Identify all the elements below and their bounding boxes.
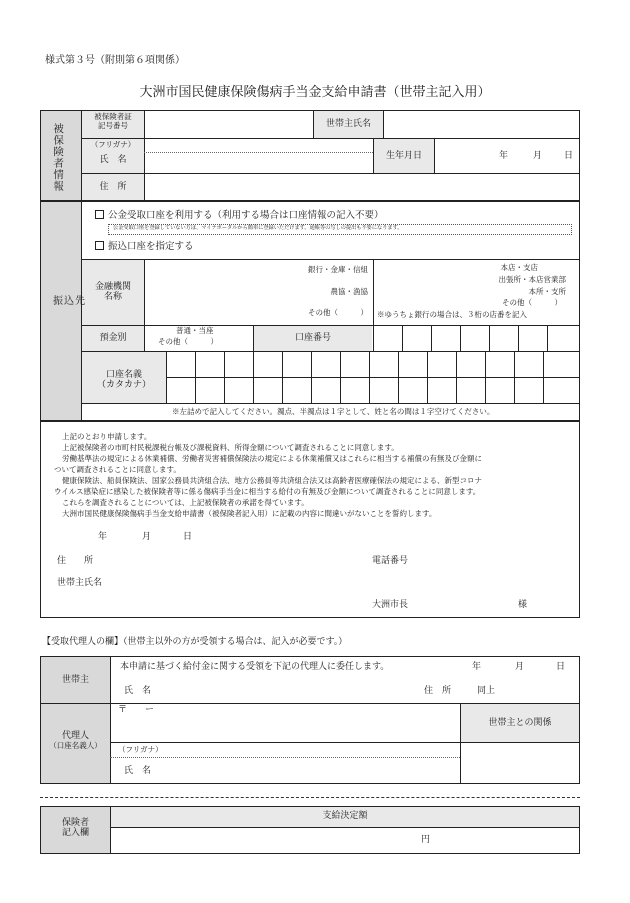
specify-account-option[interactable]: 振込口座を指定する (95, 241, 194, 253)
dob-label: 生年月日 (385, 151, 422, 161)
applicant-address-label: 住 所 (57, 556, 94, 566)
public-account-checkbox[interactable] (95, 210, 104, 219)
agent-furigana-label: （フリガナ） (118, 745, 163, 754)
insured-name-label: 氏 名 (99, 155, 127, 165)
bank-type-2: 農協・漁協 (330, 287, 368, 296)
insured-address-label: 住 所 (99, 182, 127, 192)
dob-month: 月 (533, 151, 543, 161)
holder-label: 口座名義 （カタカナ） (96, 370, 151, 391)
account-no-label: 口座番号 (294, 333, 331, 343)
delegation-month: 月 (515, 662, 525, 672)
agent-label: 代理人 （口座名義人） (49, 731, 102, 751)
insurer-label: 保険者 記入欄 (61, 818, 89, 839)
agent-head-name-field[interactable] (160, 683, 400, 699)
declaration-day: 日 (183, 532, 193, 542)
mayor-honorific: 様 (518, 600, 528, 610)
bank-type-other: その他（ ） (308, 308, 368, 317)
insured-section-label: 被保険者情報 (52, 123, 65, 192)
form-title: 大洲市国民健康保険傷病手当金支給申請書（世帯主記入用） (139, 85, 491, 100)
insured-name-field[interactable] (146, 154, 371, 172)
deposit-label: 預金別 (99, 333, 127, 343)
agent-name-label: 氏 名 (124, 766, 152, 776)
deposit-type-other: その他（ ） (158, 337, 218, 346)
agent-postal-mark: 〒 ー (118, 705, 155, 715)
public-account-option[interactable]: 公金受取口座を利用する（利用する場合は口座情報の記入不要） (95, 210, 384, 222)
dob-day: 日 (564, 151, 574, 161)
dob-year: 年 (499, 151, 509, 161)
delegation-year: 年 (472, 662, 482, 672)
account-number-field[interactable] (374, 326, 579, 350)
applicant-address-field[interactable] (115, 552, 355, 568)
relation-label: 世帯主との関係 (488, 718, 552, 728)
insured-address-field[interactable] (146, 175, 578, 199)
branch-type-other: その他（ ） (502, 298, 562, 307)
amount-label: 支給決定額 (322, 811, 368, 821)
applicant-phone-field[interactable] (420, 552, 570, 568)
head-name-label: 世帯主氏名 (325, 119, 371, 129)
branch-type-1: 本店・支店 (500, 263, 538, 272)
branch-type-2: 出張所・本店営業部 (498, 275, 566, 284)
applicant-name-field[interactable] (115, 574, 355, 590)
agent-head-label: 世帯主 (61, 675, 89, 685)
head-address-label-agent: 住 所 (424, 686, 452, 696)
declaration-month: 月 (142, 532, 152, 542)
holder-note: ※左詰めで記入してください。濁点、半濁点は１字として、姓と名の間は１字空けてください。 (172, 407, 495, 416)
amount-field[interactable] (112, 829, 412, 851)
declaration-line-3: 労働基準法の規定による休業補償、労働者災害補償保険法の規定による休業補償又はこれらに相当する補償の有無及び金額に (62, 454, 482, 463)
furigana-field[interactable] (146, 140, 371, 151)
head-name-label-agent: 氏 名 (124, 686, 152, 696)
specify-account-checkbox[interactable] (95, 241, 104, 250)
declaration-line-5: 健康保険法、船員保険法、国家公務員共済組合法、地方公務員等共済組合法又は高齢者医療確保法の規定による、新型コロナ (62, 476, 482, 485)
declaration-line-8: 大洲市国民健康保険傷病手当金支給申請書（被保険者記入用）に記載の内容に間違いがないことを誓約します。 (62, 509, 437, 518)
agent-name-field[interactable] (160, 761, 455, 781)
cut-line (40, 797, 580, 798)
applicant-name-label: 世帯主氏名 (57, 578, 103, 588)
relation-field[interactable] (462, 744, 578, 782)
applicant-phone-label: 電話番号 (372, 556, 409, 566)
declaration-line-7: これらを調査されることについては、上記被保険者の承諾を得ています。 (62, 498, 309, 507)
mayor-label: 大洲市長 (372, 600, 409, 610)
declaration-line-6: ウイルス感染症に感染した被保険者等に係る傷病手当金に相当する給付の有無及び金額について調査されることに同意します。 (54, 487, 481, 496)
delegation-date-field[interactable] (440, 660, 570, 674)
yen-unit: 円 (421, 835, 431, 845)
transfer-section-label: 振込先 (53, 296, 86, 307)
insured-number-field[interactable] (146, 112, 311, 137)
branch-type-3: 本所・支所 (528, 287, 566, 296)
same-as-above: 同上 (477, 686, 496, 696)
agent-furigana-field[interactable] (175, 744, 455, 756)
bank-label: 金融機関 名称 (94, 282, 131, 303)
deposit-type-1: 普通・当座 (176, 326, 214, 335)
transfer-section-label-cell (41, 202, 81, 420)
public-account-note: 公金受取口座を登録していない方は、マイナポータルから簡単に登録いただけます。通帳等の写しの提出も不要になります。 (113, 225, 403, 231)
agent-address-field[interactable] (112, 716, 457, 740)
form-number: 様式第３号（附則第６項関係） (45, 55, 185, 66)
declaration-line-4: ついて調査されることに同意します。 (54, 465, 181, 474)
declaration-date-field[interactable] (60, 530, 195, 544)
declaration-line-1: 上記のとおり申請します。 (62, 432, 152, 441)
head-name-field[interactable] (385, 112, 578, 137)
declaration-line-2: 上記被保険者の市町村民税課税台帳及び課税資料、所得金額について調査されることに同意します。 (62, 443, 399, 452)
bank-type-1: 銀行・金庫・信組 (308, 265, 368, 274)
insured-number-label: 被保険者証 記号番号 (94, 112, 132, 130)
delegation-text: 本申請に基づく給付金に関する受領を下記の代理人に委任します。 (120, 662, 390, 672)
delegation-day: 日 (556, 662, 566, 672)
agent-heading: 【受取代理人の欄】（世帯主以外の方が受領する場合は、記入が必要です。） (42, 637, 348, 647)
furigana-label: （フリガナ） (90, 140, 136, 149)
declaration-year: 年 (98, 532, 108, 542)
yucho-note: ※ゆうちょ銀行の場合は、３桁の店番を記入 (377, 310, 527, 319)
